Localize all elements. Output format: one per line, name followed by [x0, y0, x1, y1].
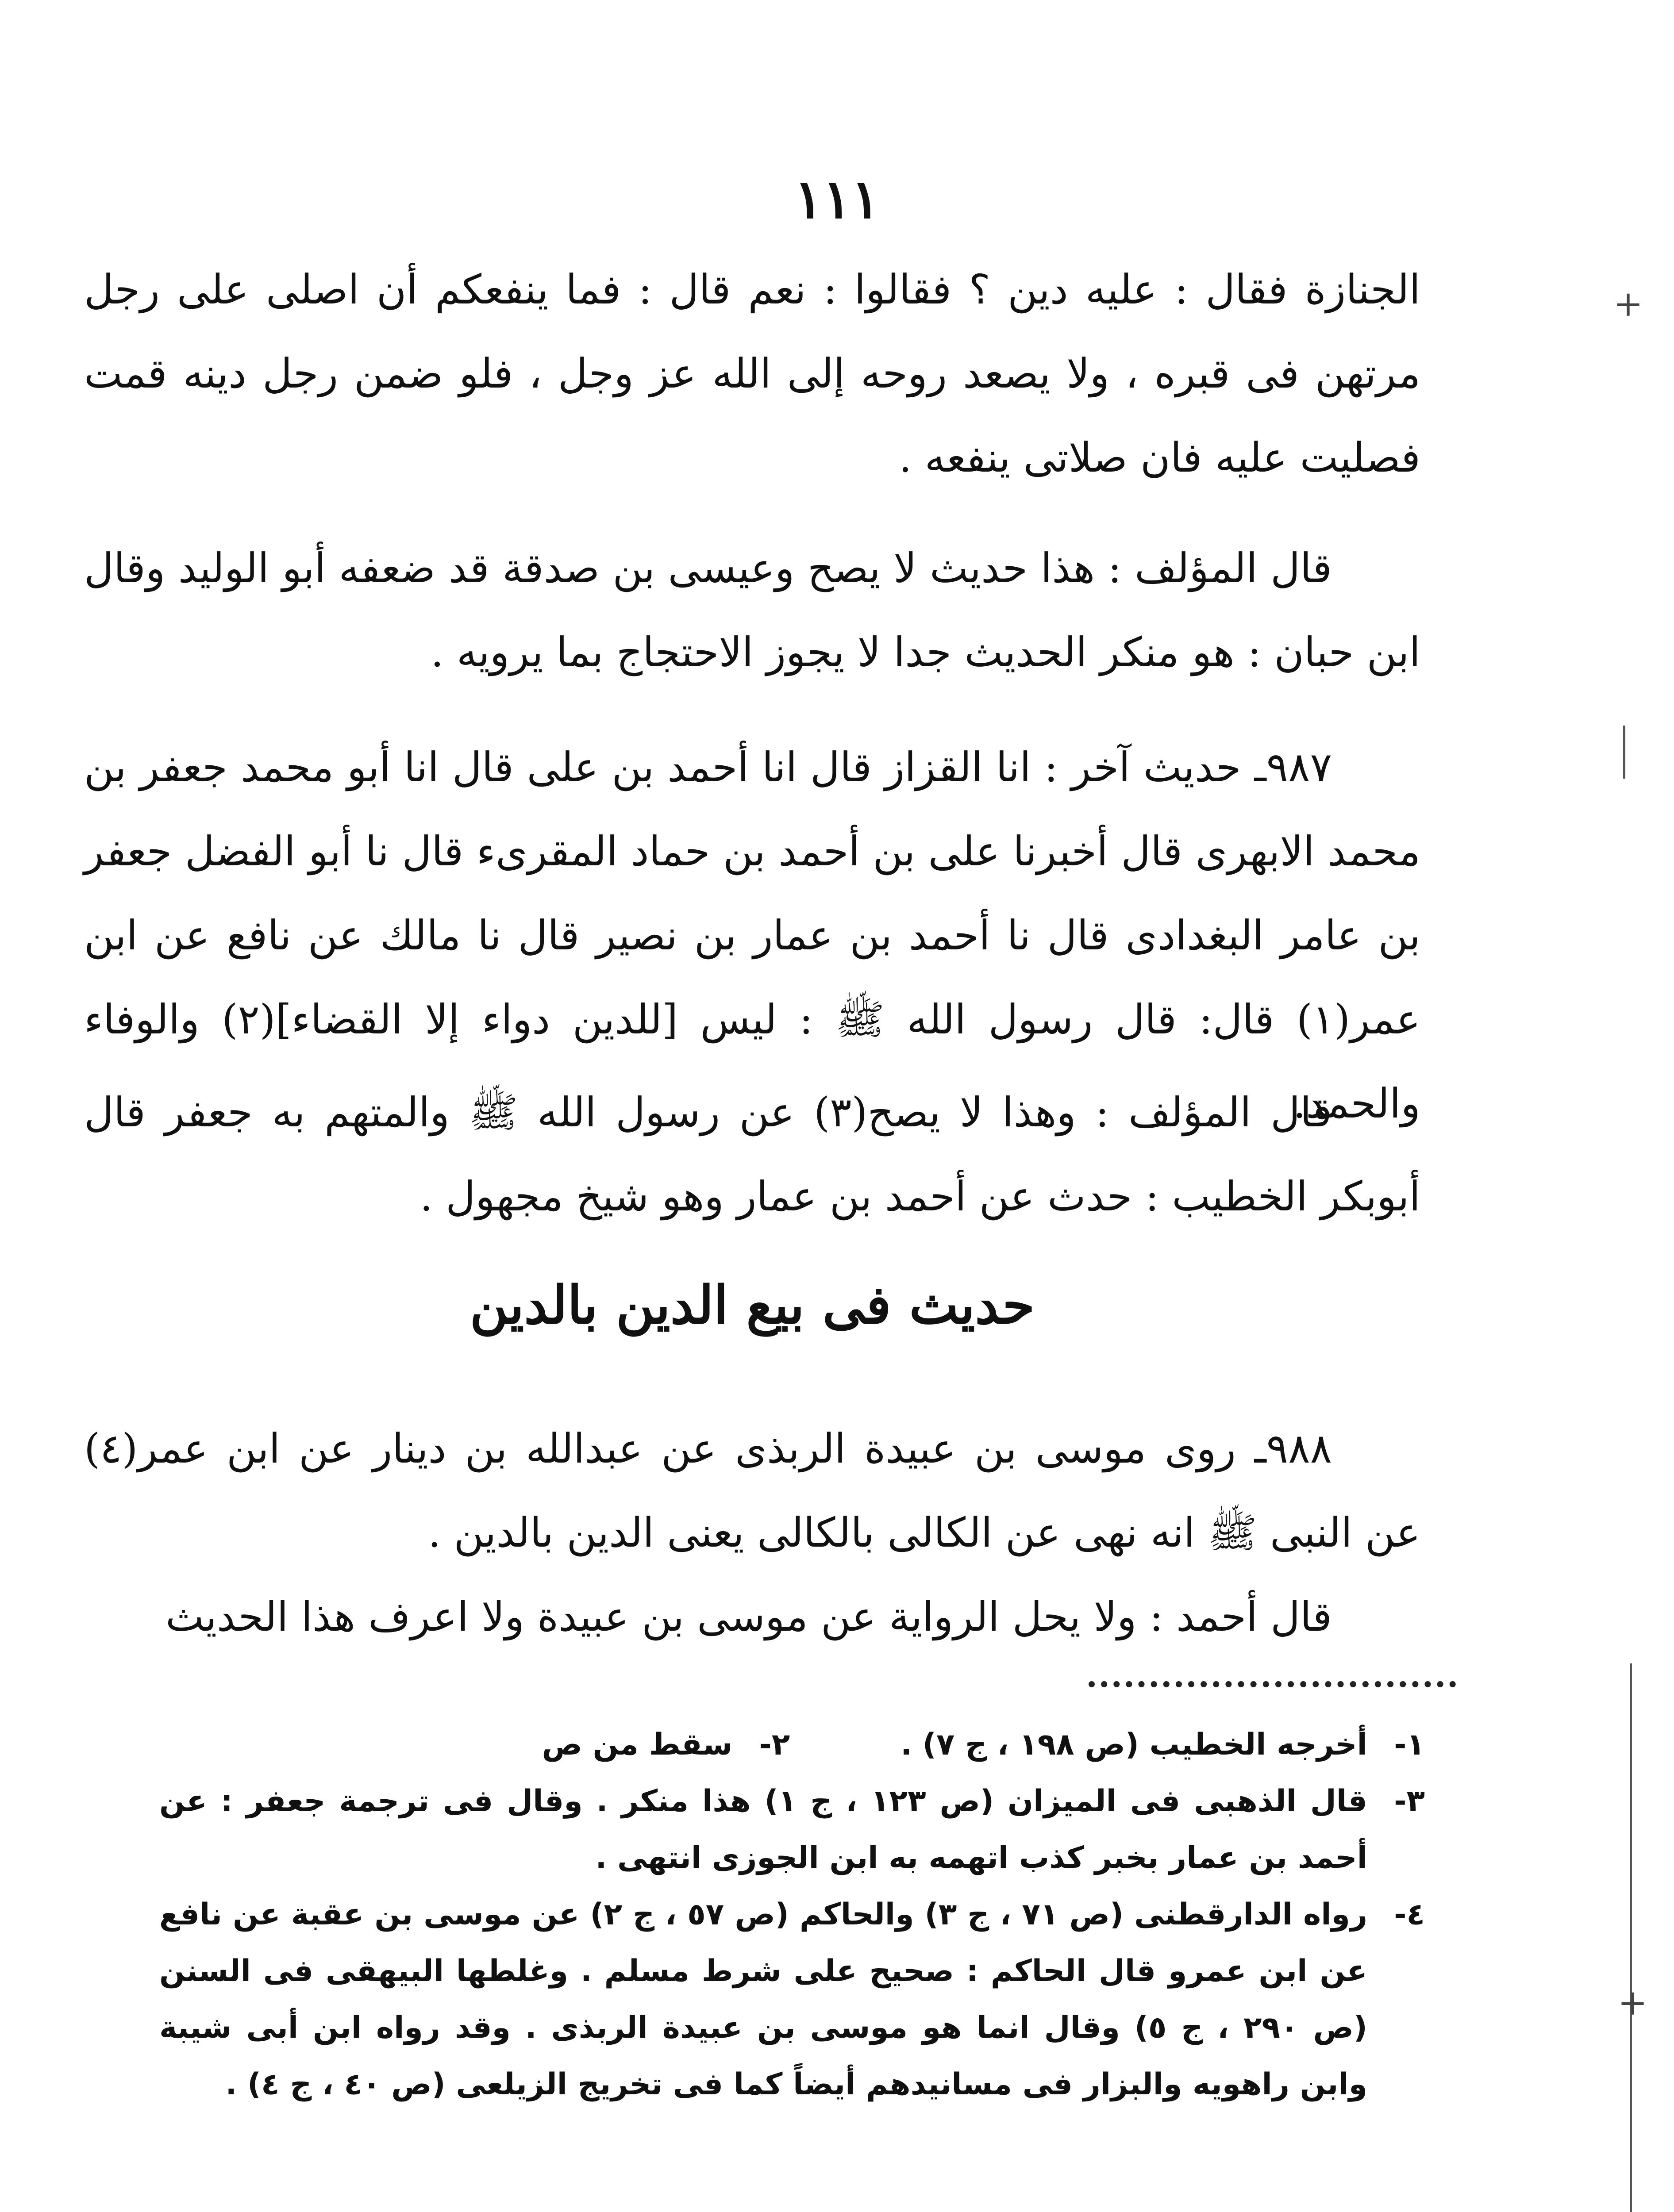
scan-margin-mark: +: [1613, 283, 1643, 324]
footnote-text: قال الذهبى فى الميزان (ص ١٢٣ ، ج ١) هذا منكر . وقال فى ترجمة جعفر : عن أحمد بن عمار بخبر كذب اتهمه به ابن الجوزى انتهى .: [159, 1784, 1367, 1875]
footnote-3: [159, 1773, 1425, 1886]
footnote-number: ٢-: [759, 1727, 790, 1762]
footnote-4: [159, 1886, 1425, 2113]
footnote-text: أخرجه الخطيب (ص ١٩٨ ، ج ٧) .: [900, 1727, 1367, 1762]
paragraph-text: قال المؤلف : هذا حديث لا يصح وعيسى بن صدقة قد ضعفه أبو الوليد وقال ابن حبان : هو منكر الحديث جدا لا يجوز الاحتجاج بما يرويه .: [84, 545, 1420, 676]
footnote-2: [542, 1717, 790, 1773]
scan-margin-line: [1630, 1663, 1632, 2212]
paragraph-text: ٩٨٧ـ حديث آخر : انا القزاز قال انا أحمد بن على قال انا أبو محمد جعفر بن محمد الابهرى قال أخبرنا على بن أحمد بن حماد المقرىء قال نا أبو الفضل جعفر بن عامر البغدادى قال نا أحمد بن عمار بن نصير قال نا مالك عن نافع عن ابن عمر(١) قال: قال رسول الله ﷺ : ليس [للدين دواء إلا القضاء](٢) والوفاء والحمد.: [84, 744, 1421, 1127]
paragraph-text: قال أحمد : ولا يحل الرواية عن موسى بن عبيدة ولا اعرف هذا الحديث: [165, 1593, 1332, 1640]
footnote-number: ٤-: [1394, 1897, 1425, 1932]
paragraph-author-comment-1: [84, 526, 1420, 695]
footnotes: [159, 1717, 1425, 2113]
footnote-number: ٣-: [1394, 1784, 1425, 1819]
paragraph-ahmad-comment: [84, 1575, 1420, 1659]
page-number: ١١١: [794, 168, 880, 230]
paragraph-hadith-988: [84, 1407, 1420, 1575]
footnote-text: سقط من ص: [542, 1727, 733, 1762]
footnote-1: [900, 1717, 1425, 1773]
paragraph-continuation: [84, 248, 1420, 500]
paragraph-text: الجنازة فقال : عليه دين ؟ فقالوا : نعم قال : فما ينفعكم أن اصلى على رجل مرتهن فى قبره ، ولا يصعد روحه إلى الله عز وجل ، فلو ضمن رجل دينه قمت فصليت عليه فان صلاتى ينفعه .: [84, 266, 1420, 481]
footnote-text: رواه الدارقطنى (ص ٧١ ، ج ٣) والحاكم (ص ٥٧ ، ج ٢) عن موسى بن عقبة عن نافع عن ابن عمرو قال الحاكم : صحيح على شرط مسلم . وغلطها البيهقى فى السنن (ص ٢٩٠ ، ج ٥) وقال انما هو موسى بن عبيدة الربذى . وقد رواه ابن أبى شيبة وابن راهويه والبزار فى مسانيدهم أيضاً كما فى تخريج الزيلعى (ص ٤٠ ، ج ٤) .: [159, 1897, 1367, 2102]
paragraph-author-comment-2: [84, 1071, 1420, 1239]
scan-margin-mark: +: [1617, 1982, 1647, 2023]
footnote-row-1-2: [159, 1717, 1425, 1773]
scan-margin-line: [1623, 726, 1625, 779]
footnote-separator: [1089, 1681, 1456, 1687]
section-heading: حديث فى بيع الدين بالدين: [469, 1274, 1035, 1336]
footnote-number: ١-: [1394, 1727, 1425, 1762]
paragraph-text: ٩٨٨ـ روى موسى بن عبيدة الربذى عن عبدالله بن دينار عن ابن عمر(٤) عن النبى ﷺ انه نهى عن الكالى بالكالى يعنى الدين بالدين .: [84, 1425, 1420, 1556]
paragraph-text: قال المؤلف : وهذا لا يصح(٣) عن رسول الله ﷺ والمتهم به جعفر قال أبوبكر الخطيب : حدث عن أحمد بن عمار وهو شيخ مجهول .: [84, 1089, 1420, 1220]
